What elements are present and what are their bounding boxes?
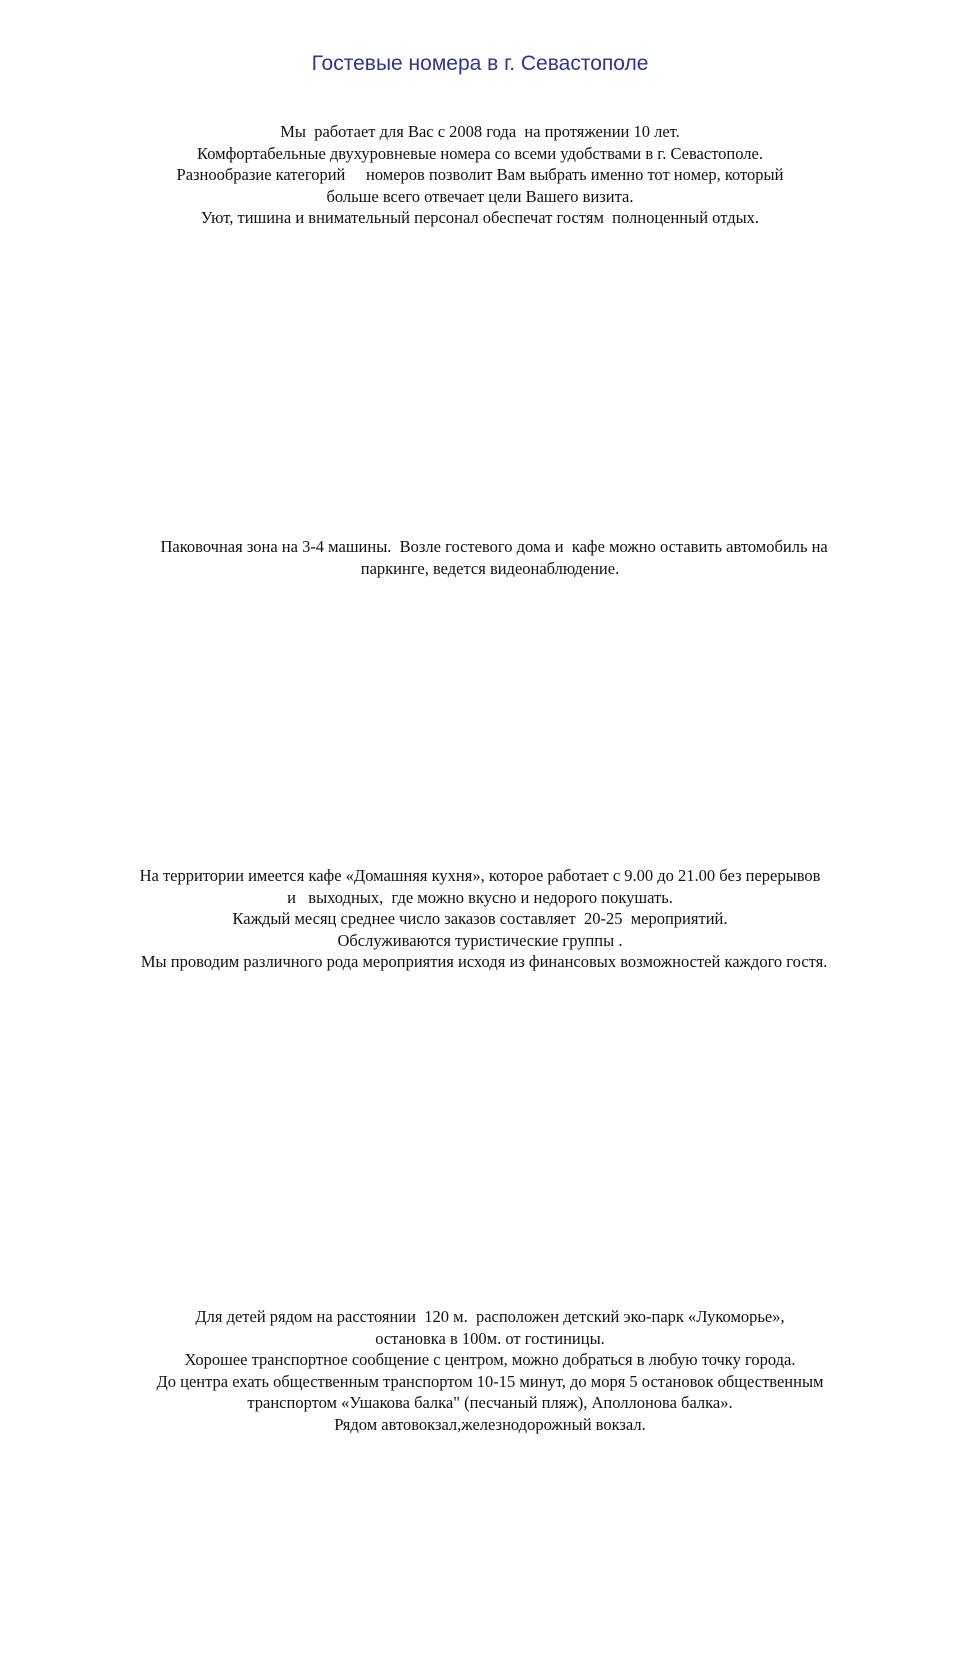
parking-line: паркинге, ведется видеонаблюдение. <box>360 558 620 578</box>
intro-line: Разнообразие категорий номеров позволит Вам выбрать именно тот номер, который <box>176 165 784 184</box>
cafe-line: Обслуживаются туристические группы . <box>337 930 623 950</box>
cafe-line: Каждый месяц среднее число заказов составляет 20-25 мероприятий. <box>232 909 728 928</box>
location-line: Хорошее транспортное сообщение с центром, можно добраться в любую точку города. <box>184 1350 796 1369</box>
page-title: Гостевые номера в г. Севастополе <box>311 52 649 75</box>
intro-line: Мы работает для Вас с 2008 года на протяжении 10 лет. <box>280 122 680 141</box>
intro-line: больше всего отвечает цели Вашего визита. <box>326 186 634 206</box>
intro-line: Уют, тишина и внимательный персонал обеспечат гостям полноценный отдых. <box>200 208 760 227</box>
parking-section <box>80 536 900 579</box>
location-line: Рядом автовокзал,железнодорожный вокзал. <box>334 1414 646 1434</box>
location-line: Для детей рядом на расстоянии 120 м. расположен детский эко-парк «Лукоморье», <box>195 1307 785 1326</box>
cafe-section <box>40 865 920 973</box>
cafe-line: Мы проводим различного рода мероприятия исходя из финансовых возможностей каждого гостя. <box>132 952 828 971</box>
intro-section <box>100 121 860 229</box>
location-section <box>80 1306 900 1435</box>
cafe-line: На территории имеется кафе «Домашняя кухня», которое работает с 9.00 до 21.00 без перерывов <box>139 866 821 885</box>
intro-line: Комфортабельные двухуровневые номера со всеми удобствами в г. Севастополе. <box>197 143 763 163</box>
cafe-line: и выходных, где можно вкусно и недорого покушать. <box>287 887 673 907</box>
location-line: транспортом «Ушакова балка" (песчаный пляж), Аполлонова балка». <box>247 1393 733 1412</box>
location-line: остановка в 100м. от гостиницы. <box>375 1328 605 1348</box>
location-line: До центра ехать общественным транспортом 10-15 минут, до моря 5 остановок общественным <box>156 1371 824 1391</box>
parking-line: Паковочная зона на 3-4 машины. Возле гостевого дома и кафе можно оставить автомобиль на <box>152 537 828 556</box>
